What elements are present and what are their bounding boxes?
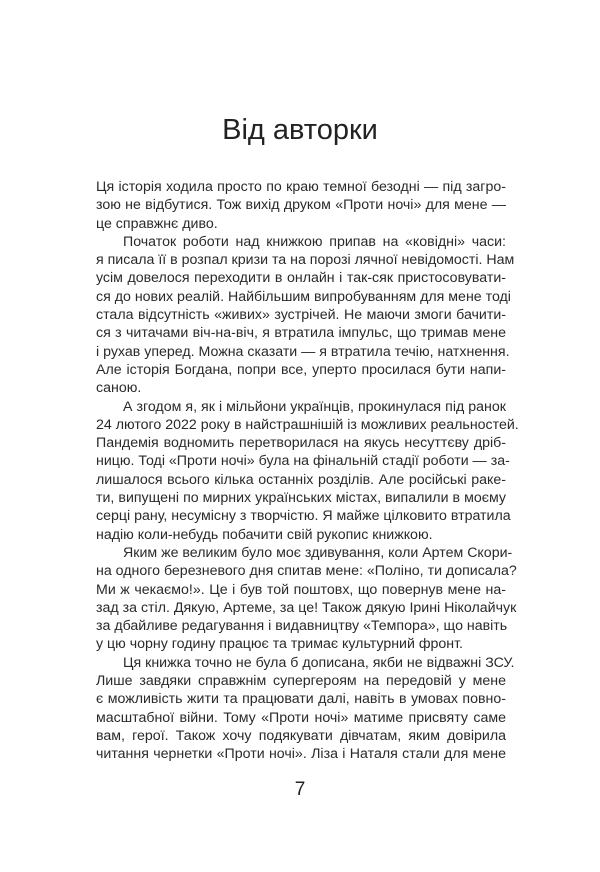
- text-line: Але історія Богдана, попри все, уперто просилася бути напи-: [96, 361, 506, 378]
- text-line: це справжнє диво.: [96, 215, 218, 232]
- text-line: Ця історія ходила просто по краю темної безодні — під загро-: [96, 179, 506, 195]
- text-line: Яким же великим було моє здивування, коли Артем Скори-: [123, 544, 513, 561]
- text-line: Лише завдяки справжнім супергероям на передовій у мене: [96, 673, 506, 690]
- text-line: ницю. Тоді «Проти ночі» була на фінальній стадії роботи — за-: [96, 453, 510, 470]
- text-line: серці рану, несумісну з творчістю. Я майже цілковито втратила: [96, 508, 511, 525]
- text-line: стала відсутність «живих» зустрічей. Не маючи змоги бачити-: [96, 307, 506, 324]
- text-line: масштабної війни. Тому «Проти ночі» матиме присвяту саме: [96, 709, 506, 726]
- text-line: за дбайливе редагування і видавництву «Темпора», що навіть: [96, 618, 508, 635]
- page-title: Від авторки: [222, 114, 378, 146]
- text-line: я писала її в розпал кризи та на порозі лячної невідомості. Нам: [96, 252, 515, 269]
- page-number: 7: [294, 779, 306, 800]
- text-line: Ця книжка точно не була б дописана, якби не відважні ЗСУ.: [123, 654, 515, 671]
- text-line: саною.: [96, 380, 142, 397]
- text-line: вам, герої. Також хочу подякувати дівчатам, яким довірила: [96, 727, 506, 744]
- text-line: Пандемія водномить перетворилася на якусь несуттєву дріб-: [96, 435, 506, 452]
- text-line: ти, випущені по мирних українських містах, випалили в моєму: [96, 490, 506, 507]
- text-line: 24 лютого 2022 року в найстрашнішій із можливих реальностей.: [96, 416, 519, 433]
- body-text: [96, 178, 519, 764]
- text-line: у цю чорну годину працює та тримає культурний фронт.: [96, 636, 463, 653]
- text-line: А згодом я, як і мільйони українців, прокинулася під ранок: [123, 398, 506, 415]
- text-line: Ми ж чекаємо!». Це і був той поштовх, що повернув мене на-: [96, 581, 506, 598]
- text-line: читання чернетки «Проти ночі». Ліза і Наталя стали для мене: [96, 746, 506, 763]
- text-line: лишалося всього кілька останніх розділів. Але російські раке-: [96, 471, 506, 488]
- text-line: на одного березневого дня спитав мене: «Поліно, ти дописала?: [96, 563, 517, 580]
- text-line: зад за стіл. Дякую, Артеме, за це! Також дякую Ірині Ніколайчук: [96, 599, 517, 616]
- text-line: зою не відбутися. Тож вихід друком «Проти ночі» для мене —: [96, 197, 506, 214]
- text-line: і рухав уперед. Можна сказати — я втратила течію, натхнення.: [96, 343, 510, 360]
- text-line: ся з читачами віч-на-віч, я втратила імпульс, що тримав мене: [96, 325, 506, 342]
- text-line: усім довелося переходити в онлайн і так-сяк пристосовувати-: [96, 270, 506, 287]
- text-line: ся до нових реалій. Найбільшим випробуванням для мене тоді: [96, 288, 511, 305]
- text-line: Початок роботи над книжкою припав на «ковідні» часи:: [123, 233, 506, 250]
- text-line: є можливість жити та працювати далі, навіть в умовах повно-: [96, 691, 506, 708]
- text-line: надію коли-небудь побачити свій рукопис книжкою.: [96, 526, 433, 543]
